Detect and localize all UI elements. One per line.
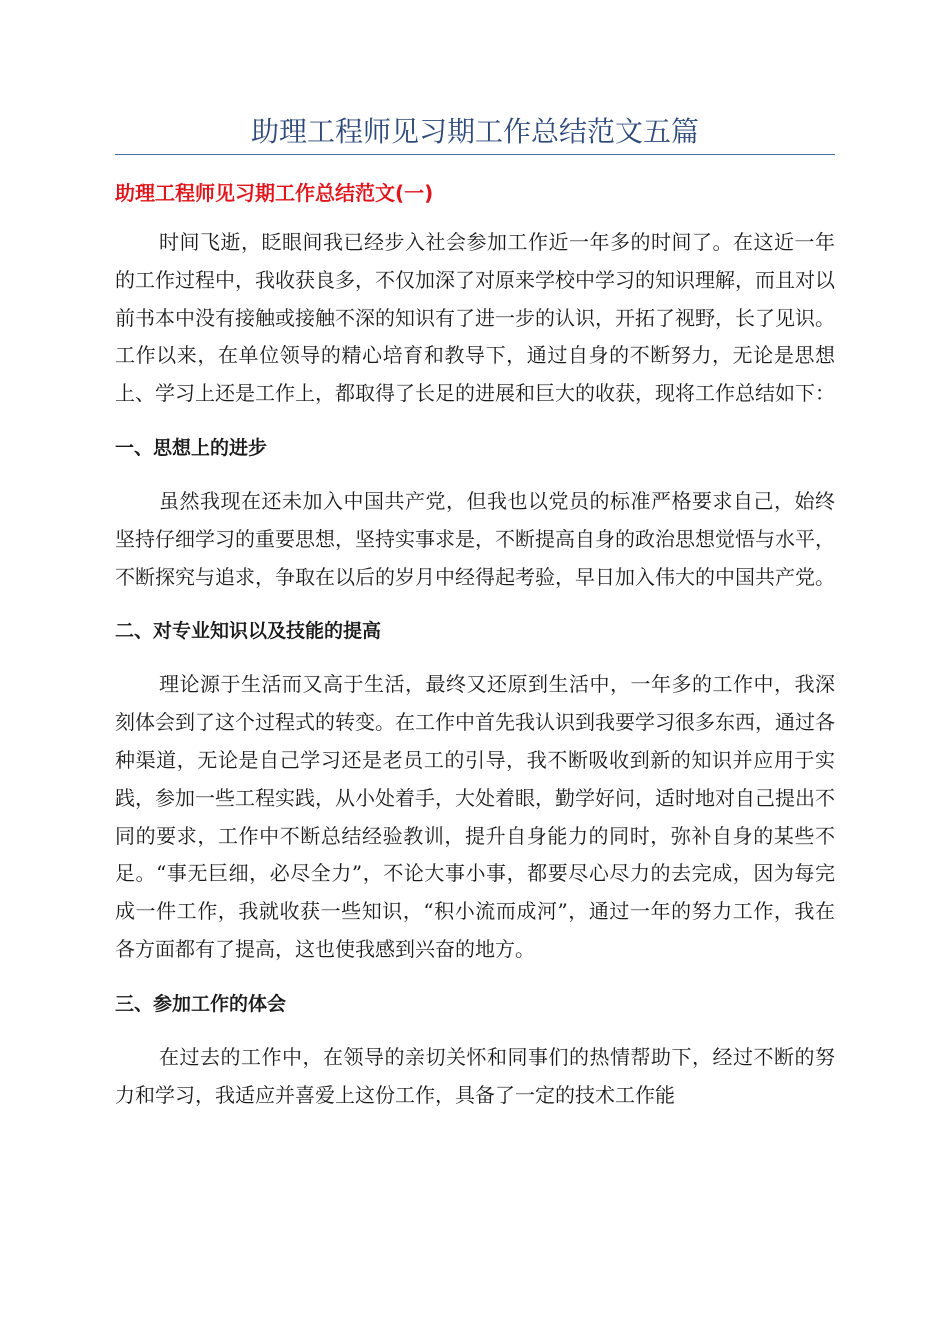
document-body xyxy=(115,224,835,1114)
subheading-thought-progress: 一、思想上的进步 xyxy=(115,436,268,459)
paragraph-thought-progress: 虽然我现在还未加入中国共产党，但我也以党员的标准严格要求自己，始终坚持仔细学习的重要思想，坚持实事求是，不断提高自身的政治思想觉悟与水平，不断探究与追求，争取在以后的岁月中经得起考验，早日加入伟大的中国共产党。 xyxy=(115,488,835,589)
section-heading: 助理工程师见习期工作总结范文(一) xyxy=(115,181,434,205)
document-title: 助理工程师见习期工作总结范文五篇 xyxy=(250,115,699,148)
intro-paragraph: 时间飞逝，眨眼间我已经步入社会参加工作近一年多的时间了。在这近一年的工作过程中，我收获良多，不仅加深了对原来学校中学习的知识理解，而且对以前书本中没有接触或接触不深的知识有了进一步的认识，开拓了视野，长了见识。工作以来，在单位领导的精心培育和教导下，通过自身的不断努力，无论是思想上、学习上还是工作上，都取得了长足的进展和巨大的收获，现将工作总结如下： xyxy=(115,230,835,406)
subheading-skill-improvement: 二、对专业知识以及技能的提高 xyxy=(115,620,382,643)
title-underline xyxy=(115,154,835,155)
paragraph-skill-improvement: 理论源于生活而又高于生活，最终又还原到生活中，一年多的工作中，我深刻体会到了这个过程式的转变。在工作中首先我认识到我要学习很多东西，通过各种渠道，无论是自己学习还是老员工的引导，我不断吸收到新的知识并应用于实践，参加一些工程实践，从小处着手，大处着眼，勤学好问，适时地对自己提出不同的要求，工作中不断总结经验教训，提升自身能力的同时，弥补自身的某些不足。“事无巨细，必尽全力”，不论大事小事，都要尽心尽力的去完成，因为每完成一件工作，我就收获一些知识，“积小流而成河”，通过一年的努力工作，我在各方面都有了提高，这也使我感到兴奋的地方。 xyxy=(115,672,835,961)
paragraph-work-experience: 在过去的工作中，在领导的亲切关怀和同事们的热情帮助下，经过不断的努力和学习，我适应并喜爱上这份工作，具备了一定的技术工作能 xyxy=(115,1044,835,1107)
subheading-work-experience: 三、参加工作的体会 xyxy=(115,992,287,1015)
